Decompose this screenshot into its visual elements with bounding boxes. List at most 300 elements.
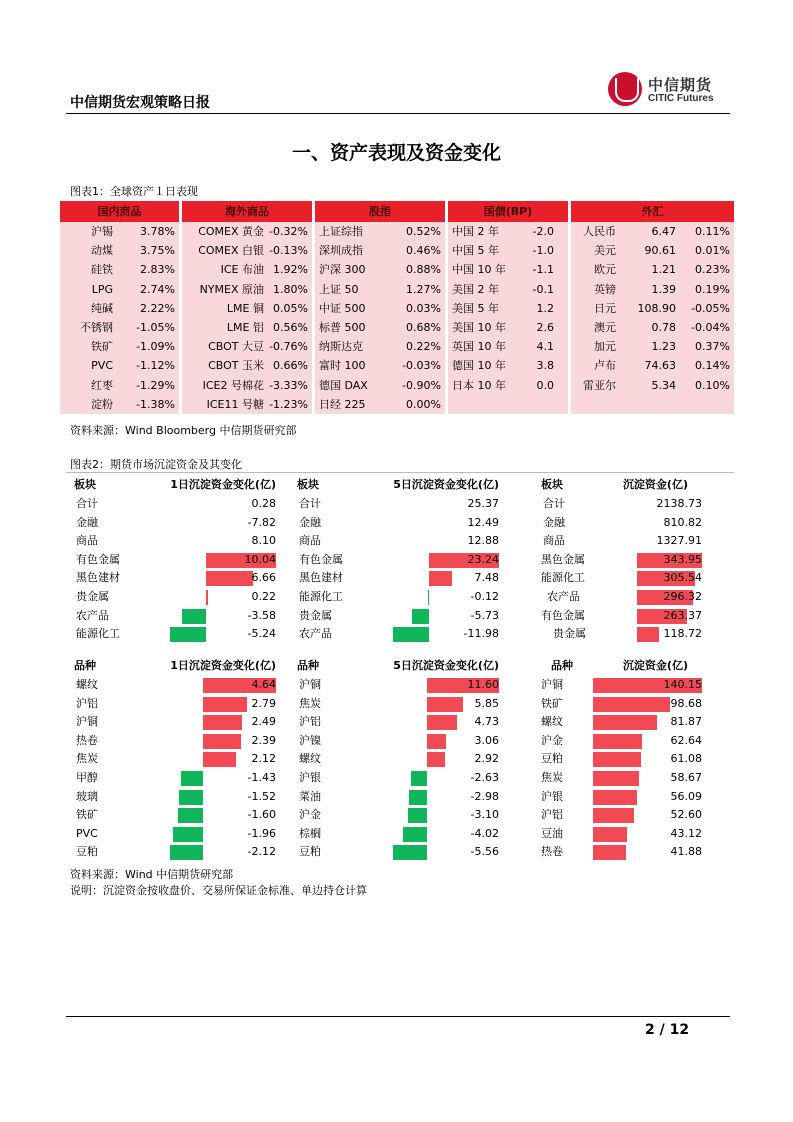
citic-logo-icon [608,72,642,106]
asset-name: 中国 2 年 [452,225,499,238]
flow-row-label: 豆粕 [299,845,321,859]
asset-group-header: 国内商品 [60,201,179,222]
asset-row [315,395,445,414]
flow-row [70,588,276,607]
flow-row [537,551,702,570]
asset-name: 沪锡 [91,225,113,238]
flow-row-label: 有色金属 [299,552,343,566]
flow-row-label: 沪银 [299,770,321,784]
asset-change: -1.0 [532,244,554,258]
logo-en-text: CITIC Futures [648,93,714,104]
asset-name: NYMEX 原油 [199,282,264,296]
flow-row-label: 玻璃 [76,789,98,803]
asset-name: LME 铝 [226,320,264,334]
flow-row-value: 41.88 [670,845,702,859]
flow-bar-negative [393,627,429,642]
asset-row [448,337,568,356]
flow-row-value: 2.92 [474,752,499,766]
fig1-title: 图表1：全球资产１日表现 [70,185,198,198]
flow-row-label: 焦炭 [76,752,98,766]
flow-row-value: -5.73 [470,608,499,622]
asset-row [60,318,179,337]
logo-cn-text: 中信期货 [648,76,713,94]
flow-bar-positive [593,808,634,823]
flow-row-value: -5.24 [247,627,276,641]
fig2-note: 说明：沉淀资金按收盘价、交易所保证金标准、单边持仓计算 [70,884,367,897]
asset-level: 1.39 [651,282,676,296]
flow-panel [293,657,499,862]
asset-row [60,356,179,375]
asset-name: ICE2 号棉花 [202,378,264,392]
flow-row-value: -5.56 [470,845,499,859]
asset-name: 纯碱 [91,301,113,315]
citic-logo [608,72,733,112]
flow-row-value: 2.79 [251,696,276,710]
flow-col-label: 板块 [74,478,96,491]
flow-bar-positive [593,827,627,842]
flow-panel-header [537,657,702,676]
flow-row [293,806,499,825]
flow-col-label: 品种 [297,659,319,672]
flow-row-value: 140.15 [663,678,702,691]
asset-group [448,201,568,414]
flow-bar-positive [593,715,657,730]
flow-row-label: 金融 [543,515,565,529]
flow-row-label: 沪银 [541,789,563,803]
asset-group [182,201,312,414]
flow-bar-negative [170,627,206,642]
section-title: 一、资产表现及资金变化 [291,142,501,164]
flow-bar-positive [203,734,240,749]
flow-row [293,695,499,714]
flow-row [293,676,499,695]
flow-bar-positive [206,590,208,605]
flow-row-value: 3.06 [474,733,499,747]
asset-name: LME 铜 [226,301,264,315]
flow-row-label: 沪铜 [76,715,98,729]
asset-name: 人民币 [583,225,616,238]
asset-change: 0.19% [695,282,730,296]
flow-bar-negative [403,827,428,842]
flow-row [293,495,499,514]
asset-change: 0.52% [406,225,441,238]
asset-change: 1.80% [273,282,308,296]
flow-row [293,732,499,751]
flow-row-label: 贵金属 [299,608,332,622]
flow-row [537,607,702,626]
flow-row [293,514,499,533]
flow-bar-negative [178,808,203,823]
asset-name: 中国 5 年 [452,244,499,258]
flow-bar-positive [593,845,626,860]
flow-row-label: 菜油 [299,789,321,803]
asset-name: 上证 50 [319,282,359,296]
asset-change: 4.1 [536,340,554,354]
flow-row-value: -1.52 [247,789,276,803]
asset-group-header: 国债(BP) [448,201,568,222]
flow-row-label: 沪铜 [541,678,563,691]
flow-bar-positive [427,697,463,712]
flow-bar-positive [427,734,446,749]
flow-bar-negative [170,845,203,860]
asset-row [448,318,568,337]
flow-row [537,843,702,862]
flow-bar-positive [203,715,242,730]
asset-row [448,376,568,395]
asset-change: 0.46% [406,244,441,258]
flow-row-label: 铁矿 [541,696,563,710]
flow-row [537,825,702,844]
flow-bar-negative [412,609,429,624]
flow-row-value: 2.12 [251,752,276,766]
asset-row [315,356,445,375]
report-title: 中信期货宏观策略日报 [70,95,210,111]
asset-row [60,280,179,299]
flow-row-value: 12.49 [467,515,499,529]
flow-row-label: 能源化工 [76,627,120,641]
flow-row [70,532,276,551]
flow-row-value: 118.72 [663,627,702,641]
flow-panel-header [293,476,499,495]
asset-change: 0.14% [695,359,730,373]
flow-row-label: 棕榈 [299,826,321,840]
asset-change: -2.0 [532,225,554,238]
flow-row [293,843,499,862]
asset-name: COMEX 白银 [198,244,264,258]
fig2-title: 图表2：期货市场沉淀资金及其变化 [70,458,242,471]
asset-row [571,356,734,375]
flow-row [293,569,499,588]
asset-change: 0.22% [406,340,441,354]
asset-row [60,376,179,395]
flow-row-value: 305.54 [663,571,702,585]
flow-row [70,732,276,751]
asset-level: 74.63 [644,359,676,373]
flow-row-label: 农产品 [547,589,580,603]
asset-change: 2.6 [536,320,554,334]
asset-change: -0.05% [691,301,730,315]
flow-row-label: 沪铝 [541,808,563,822]
asset-row [182,395,312,414]
flow-row-label: 贵金属 [553,627,586,641]
asset-name: 澳元 [594,320,616,334]
asset-name: 标普 500 [319,320,366,334]
asset-change: 0.05% [273,301,308,315]
asset-change: 0.37% [695,340,730,354]
asset-change: -1.38% [136,397,175,411]
flow-row [293,750,499,769]
flow-bar-positive [429,571,452,586]
flow-row-value: 343.95 [663,552,702,566]
flow-col-metric: 沉淀资金(亿) [622,659,688,672]
flow-row [537,750,702,769]
asset-change: 0.23% [695,263,730,277]
asset-row [60,299,179,318]
asset-name: 上证综指 [319,225,363,238]
flow-bar-negative [393,845,427,860]
flow-col-label: 品种 [551,659,573,672]
asset-row [315,241,445,260]
asset-group [315,201,445,414]
flow-row-value: 7.48 [474,571,499,585]
flow-row-value: 52.60 [670,808,702,822]
flow-row-value: 810.82 [663,515,702,529]
flow-bar-positive [593,771,639,786]
flow-bar-negative [181,771,203,786]
page-number: 2 / 12 [645,1022,690,1038]
flow-row-label: 沪铝 [299,715,321,729]
asset-name: 英国 10 年 [452,340,506,354]
asset-change: 1.27% [406,282,441,296]
flow-row [537,695,702,714]
flow-bar-positive [593,697,670,712]
flow-row-label: 热卷 [541,845,563,859]
flow-bar-negative [408,808,427,823]
asset-name: 美元 [594,244,616,258]
flow-row [537,514,702,533]
asset-change: -1.09% [136,340,175,354]
flow-row [70,551,276,570]
flow-row-label: 焦炭 [299,696,321,710]
asset-change: 2.83% [140,263,175,277]
flow-panel [70,476,276,644]
asset-row [60,241,179,260]
flow-top-line [66,472,734,473]
flow-bar-positive [203,697,247,712]
asset-change: -0.32% [269,225,308,238]
flow-row-value: -2.63 [470,770,499,784]
flow-bar-positive [203,752,236,767]
flow-row [70,713,276,732]
asset-row [182,318,312,337]
asset-name: ICE11 号糖 [206,397,264,411]
flow-row [70,825,276,844]
asset-change: 0.01% [695,244,730,258]
asset-row [571,280,734,299]
flow-row-label: 铁矿 [76,808,98,822]
asset-name: 日经 225 [319,397,366,411]
flow-row-value: 263.37 [663,608,702,622]
fig1-source: 资料来源：Wind Bloomberg 中信期货研究部 [70,424,297,437]
asset-row [315,222,445,241]
flow-panel [537,657,702,862]
asset-name: 深圳成指 [319,244,363,258]
asset-row [448,299,568,318]
flow-row [70,695,276,714]
asset-change: -0.1 [532,282,554,296]
asset-row [60,260,179,279]
asset-change: 0.56% [273,320,308,334]
flow-bar-negative [179,790,203,805]
asset-level: 108.90 [637,301,676,315]
flow-row-value: 4.73 [474,715,499,729]
flow-row-value: -3.58 [247,608,276,622]
asset-row [571,241,734,260]
flow-panel-header [537,476,702,495]
asset-level: 90.61 [644,244,676,258]
asset-name: 中证 500 [319,301,366,315]
asset-row [60,395,179,414]
asset-row [182,299,312,318]
asset-change: -1.1 [532,263,554,277]
asset-name: 德国 DAX [319,378,368,392]
flow-row-label: 能源化工 [541,571,585,585]
asset-name: 美国 2 年 [452,282,499,296]
flow-bar-positive [206,571,252,586]
flow-row [70,788,276,807]
asset-change: 0.10% [695,378,730,392]
asset-change: -1.29% [136,378,175,392]
flow-col-metric: 5日沉淀资金变化(亿) [393,478,499,491]
asset-name: 德国 10 年 [452,359,506,373]
flow-row-value: -4.02 [470,826,499,840]
flow-row [293,788,499,807]
asset-level: 5.34 [651,378,676,392]
asset-change: 1.2 [536,301,554,315]
flow-row-value: 62.64 [670,733,702,747]
flow-row-label: 豆粕 [76,845,98,859]
flow-panel-header [70,657,276,676]
asset-name: 沪深 300 [319,263,366,277]
flow-row-value: 56.09 [670,789,702,803]
flow-row-label: 农产品 [76,608,109,622]
flow-row-label: 贵金属 [76,589,109,603]
flow-row-label: 沪铜 [299,678,321,691]
flow-row-label: 合计 [76,497,98,510]
flow-row-label: 金融 [76,515,98,529]
flow-panel [537,476,702,644]
asset-name: COMEX 黄金 [198,225,264,238]
flow-row-value: 1327.91 [656,534,702,548]
flow-bar-negative [182,609,207,624]
asset-change: 2.22% [140,301,175,315]
flow-row-value: -1.60 [247,808,276,822]
asset-row [60,337,179,356]
asset-row [571,376,734,395]
flow-col-label: 板块 [297,478,319,491]
asset-name: CBOT 玉米 [208,359,264,373]
asset-row [315,280,445,299]
asset-row [571,260,734,279]
flow-row [537,713,702,732]
asset-name: PVC [91,359,113,373]
asset-change: 1.92% [273,263,308,277]
flow-row-value: 11.60 [467,678,499,691]
flow-row [537,769,702,788]
flow-row-label: 甲醇 [76,770,98,784]
asset-change: -0.13% [269,244,308,258]
flow-row-value: 81.87 [670,715,702,729]
flow-row [537,806,702,825]
asset-row [448,280,568,299]
flow-row [293,588,499,607]
flow-row [70,843,276,862]
flow-row-label: 螺纹 [76,678,98,691]
flow-row-value: 2.39 [251,733,276,747]
flow-panel-header [293,657,499,676]
flow-row-value: 296.32 [663,589,702,603]
flow-col-metric: 沉淀资金(亿) [622,478,688,491]
asset-name: 欧元 [594,263,616,277]
fig2-source: 资料来源：Wind 中信期货研究部 [70,868,234,881]
asset-change: 0.88% [406,263,441,277]
flow-row-label: 合计 [543,497,565,510]
footer-divider [66,1016,730,1017]
asset-row [448,241,568,260]
flow-col-label: 品种 [74,659,96,672]
flow-row-label: 豆油 [541,826,563,840]
asset-group-header: 海外商品 [182,201,312,222]
asset-change: -1.12% [136,359,175,373]
flow-row-label: 商品 [76,534,98,548]
asset-group-body [60,222,179,414]
flow-row-value: 12.88 [467,534,499,548]
asset-name: CBOT 大豆 [208,340,264,354]
flow-row-value: 98.68 [670,696,702,710]
asset-name: 英镑 [594,282,616,296]
asset-name: LPG [91,282,113,296]
flow-bar-positive [637,627,659,642]
flow-row-label: 沪金 [541,733,563,747]
flow-row-label: 黑色金属 [541,552,585,566]
asset-name: 雷亚尔 [583,378,616,392]
flow-row-label: 有色金属 [76,552,120,566]
flow-row [537,588,702,607]
asset-change: -1.05% [136,320,175,334]
asset-name: 日元 [594,301,616,315]
flow-bar-positive [427,752,445,767]
asset-row [315,299,445,318]
asset-change: 2.74% [140,282,175,296]
asset-row [315,337,445,356]
flow-row [70,676,276,695]
flow-row-value: -11.98 [463,627,499,641]
flow-bar-positive [593,734,642,749]
asset-change: 0.00% [406,397,441,411]
flow-row-value: 61.08 [670,752,702,766]
asset-row [315,376,445,395]
asset-row [182,356,312,375]
asset-row [448,356,568,375]
asset-change: 0.03% [406,301,441,315]
flow-panel [293,476,499,644]
flow-row [537,495,702,514]
flow-row-value: 23.24 [467,552,499,566]
asset-row [182,376,312,395]
flow-row-label: 农产品 [299,627,332,641]
flow-row-label: 合计 [299,497,321,510]
flow-row [537,569,702,588]
flow-row [293,825,499,844]
flow-row-label: 商品 [299,534,321,548]
flow-row-value: 5.85 [474,696,499,710]
flow-row-value: -1.96 [247,826,276,840]
flow-row-label: 沪金 [299,808,321,822]
asset-group-header: 外汇 [571,201,734,222]
asset-row [448,222,568,241]
flow-row-label: 螺纹 [541,715,563,729]
flow-row [537,625,702,644]
asset-name: 不锈钢 [80,320,113,334]
flow-row [293,551,499,570]
asset-group [571,201,734,414]
flow-row-value: 6.66 [251,571,276,585]
asset-change: 0.11% [695,225,730,238]
asset-row [182,260,312,279]
header-divider [66,113,730,114]
asset-row [182,337,312,356]
asset-name: ICE 布油 [220,263,264,277]
